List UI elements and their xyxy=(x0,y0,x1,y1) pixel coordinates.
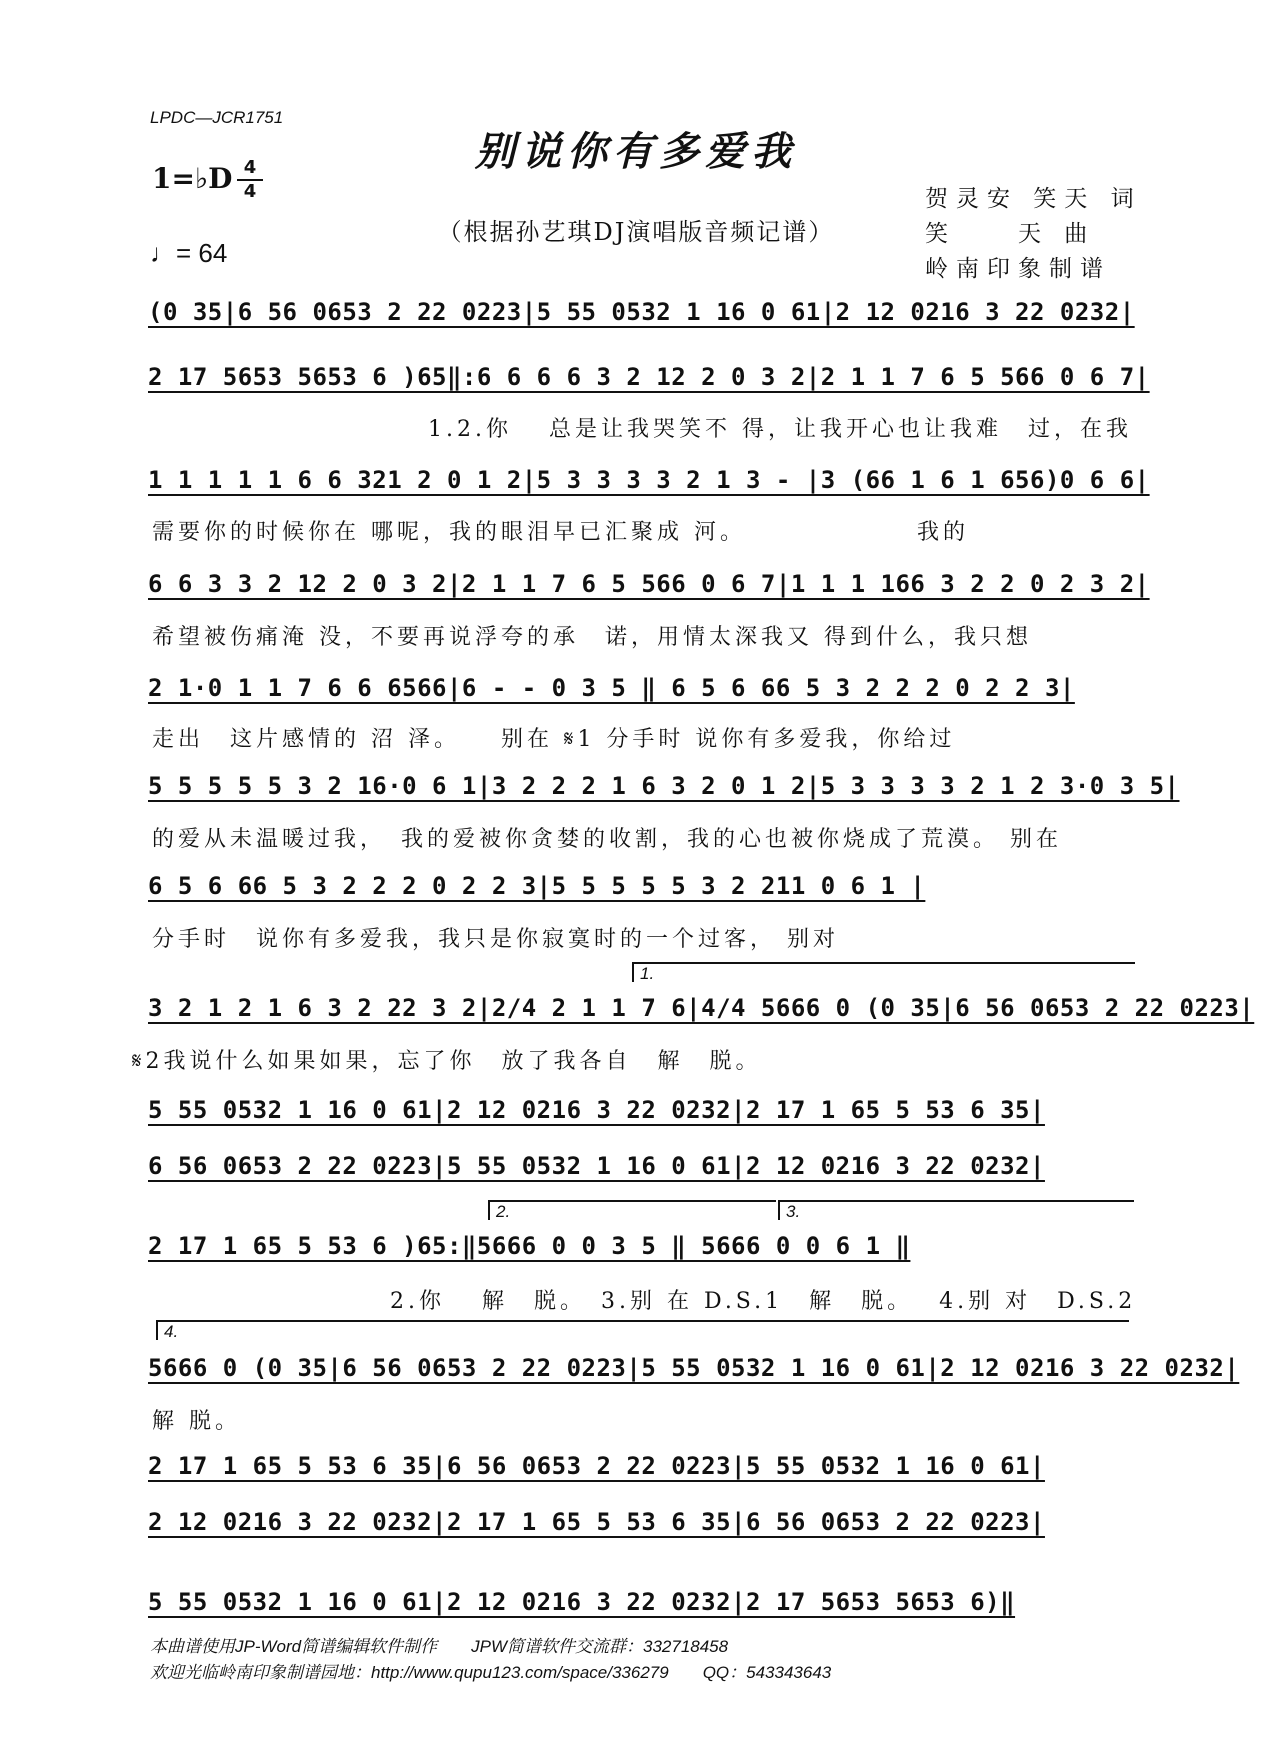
score-row-4: 6 6 3 3 2 12 2 0 3 2|2 1 1 7 6 5 566 0 6 7|1 1 1 166 3 2 2 0 2 3 2| xyxy=(148,570,1150,598)
lyric-row-2: 1.2.你 总是让我哭笑不 得，让我开心也让我难 过，在我 xyxy=(428,417,1132,442)
lyric-row-3: 需要你的时候你在 哪呢，我的眼泪早已汇聚成 河。 我的 xyxy=(152,520,969,545)
lyric-row-4: 希望被伤痛淹 没，不要再说浮夸的承 诺，用情太深我又 得到什么，我只想 xyxy=(152,625,1032,650)
credit-lyricist: 贺灵安 笑天 词 xyxy=(925,186,1142,212)
volta-1: 1. xyxy=(632,962,1135,982)
lyric-row-8: 𝄋2我说什么如果如果，忘了你 放了我各自 解 脱。 xyxy=(132,1049,762,1074)
score-row-14: 2 12 0216 3 22 0232|2 17 1 65 5 53 6 35|6 56 0653 2 22 0223| xyxy=(148,1508,1045,1536)
score-row-10: 6 56 0653 2 22 0223|5 55 0532 1 16 0 61|2 12 0216 3 22 0232| xyxy=(148,1152,1045,1180)
score-row-2: 2 17 5653 5653 6 )65‖:6 6 6 6 3 2 12 2 0 3 2|2 1 1 7 6 5 566 0 6 7| xyxy=(148,363,1150,391)
volta-3: 3. xyxy=(778,1200,1134,1220)
volta-2: 2. xyxy=(488,1200,776,1220)
lyric-row-11: 2.你 解 脱。 3.别 在 D.S.1 解 脱。 4.别 对 D.S.2 xyxy=(390,1289,1137,1314)
score-row-8: 3 2 1 2 1 6 3 2 22 3 2|2/4 2 1 1 7 6|4/4 5666 0 (0 35|6 56 0653 2 22 0223| xyxy=(148,994,1255,1022)
footer-line-1: 本曲谱使用JP-Word简谱编辑软件制作 JPW简谱软件交流群：332718458 xyxy=(150,1637,729,1656)
score-row-15: 5 55 0532 1 16 0 61|2 12 0216 3 22 0232|2 17 5653 5653 6)‖ xyxy=(148,1588,1016,1616)
score-row-11: 2 17 1 65 5 53 6 )65:‖5666 0 0 3 5 ‖ 5666 0 0 6 1 ‖ xyxy=(148,1232,911,1260)
credit-composer: 笑 天 曲 xyxy=(925,221,1096,247)
credit-arranger: 岭南印象制谱 xyxy=(925,256,1111,282)
score-row-7: 6 5 6 66 5 3 2 2 2 0 2 2 3|5 5 5 5 5 3 2 211 0 6 1 | xyxy=(148,872,926,900)
footer-line-2: 欢迎光临岭南印象制谱园地：http://www.qupu123.com/space/336279 QQ：543343643 xyxy=(150,1663,832,1682)
song-title: 别说你有多爱我 xyxy=(475,128,797,175)
score-code: LPDC—JCR1751 xyxy=(150,108,284,127)
time-bottom: 4 xyxy=(243,181,257,202)
key-signature: 1=♭D xyxy=(152,162,233,195)
score-row-12: 5666 0 (0 35|6 56 0653 2 22 0223|5 55 0532 1 16 0 61|2 12 0216 3 22 0232| xyxy=(148,1354,1240,1382)
volta-4: 4. xyxy=(156,1320,1129,1340)
score-row-13: 2 17 1 65 5 53 6 35|6 56 0653 2 22 0223|5 55 0532 1 16 0 61| xyxy=(148,1452,1045,1480)
score-row-1: (0 35|6 56 0653 2 22 0223|5 55 0532 1 16 0 61|2 12 0216 3 22 0232| xyxy=(148,298,1135,326)
lyric-row-5: 走出 这片感情的 沼 泽。 别在 𝄋1 分手时 说你有多爱我，你给过 xyxy=(152,727,956,752)
score-row-5: 2 1·0 1 1 7 6 6 6566|6 - - 0 3 5 ‖ 6 5 6 66 5 3 2 2 2 0 2 2 3| xyxy=(148,674,1075,702)
time-signature xyxy=(237,158,263,202)
lyric-row-7: 分手时 说你有多爱我，我只是你寂寞时的一个过客， 别对 xyxy=(152,927,839,952)
score-row-3: 1 1 1 1 1 6 6 321 2 0 1 2|5 3 3 3 3 2 1 3 - |3 (66 1 6 1 656)0 6 6| xyxy=(148,466,1150,494)
score-row-9: 5 55 0532 1 16 0 61|2 12 0216 3 22 0232|2 17 1 65 5 53 6 35| xyxy=(148,1096,1045,1124)
tempo-marking: ♩= 64 xyxy=(150,238,228,268)
song-subtitle: （根据孙艺琪DJ演唱版音频记谱） xyxy=(437,218,835,246)
time-top: 4 xyxy=(243,157,257,178)
lyric-row-6: 的爱从未温暖过我， 我的爱被你贪婪的收割，我的心也被你烧成了荒漠。 别在 xyxy=(152,827,1062,852)
score-row-6: 5 5 5 5 5 3 2 16·0 6 1|3 2 2 2 1 6 3 2 0 1 2|5 3 3 3 3 2 1 2 3·0 3 5| xyxy=(148,772,1180,800)
lyric-row-12: 解 脱。 xyxy=(152,1409,241,1434)
